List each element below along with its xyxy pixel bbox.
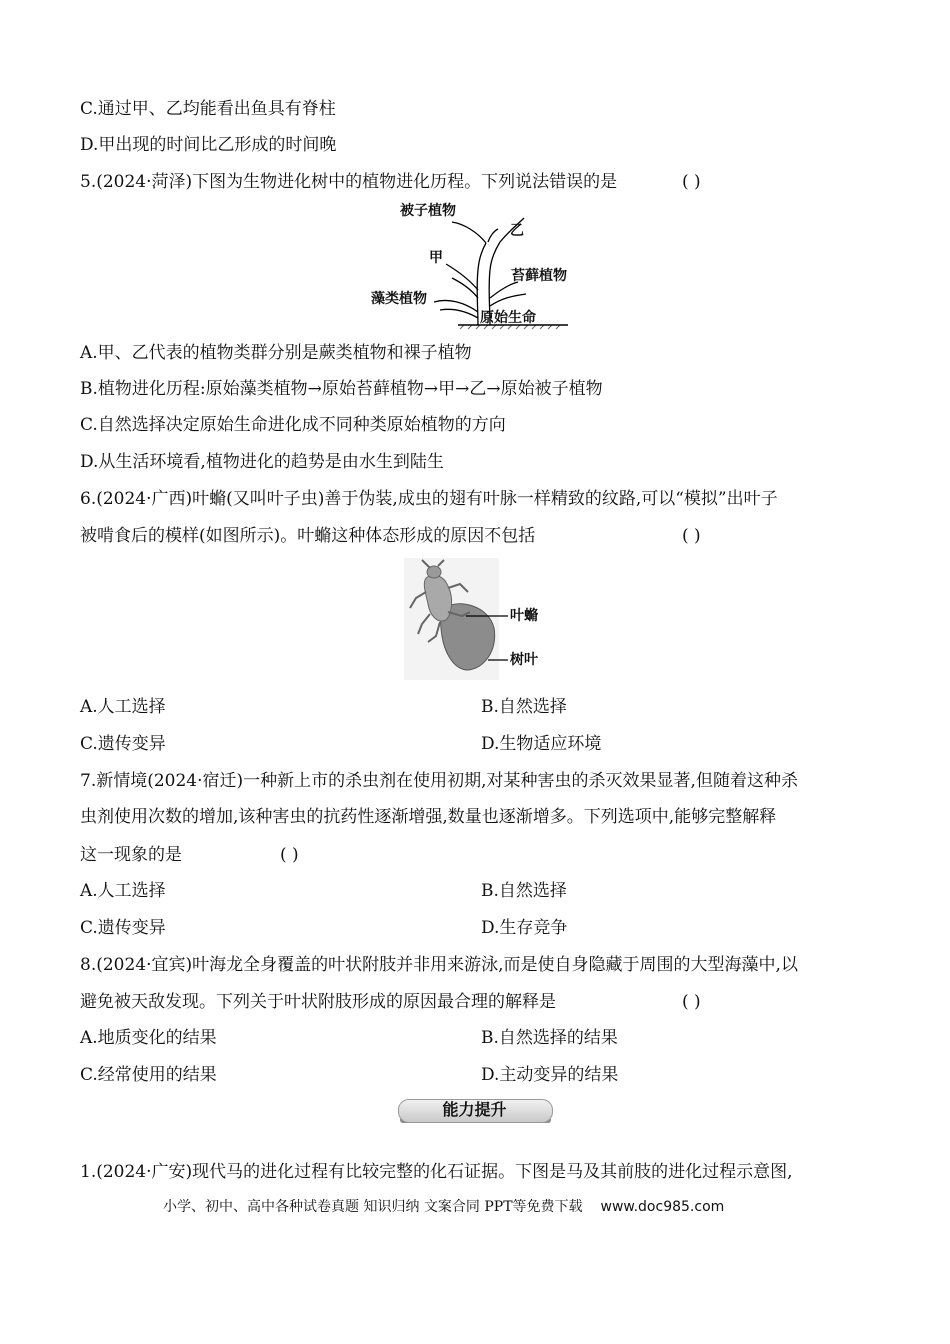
q6-option-b: B.自然选择: [481, 697, 567, 717]
q7-option-b: B.自然选择: [481, 881, 567, 901]
q7-option-a: A.人工选择: [80, 881, 166, 901]
leaf-insect-figure: [404, 558, 564, 680]
section-title-text: 能力提升: [442, 1100, 507, 1119]
q6-option-a: A.人工选择: [80, 697, 166, 717]
q5-option-c: C.自然选择决定原始生命进化成不同种类原始植物的方向: [80, 415, 506, 435]
q7-option-d: D.生存竞争: [481, 918, 568, 938]
tree-label-yi: 乙: [510, 223, 524, 239]
q6-stem-line2: 被啃食后的模样(如图所示)。叶䗛这种体态形成的原因不包括: [80, 526, 536, 546]
label-leaf: 树叶: [510, 652, 538, 668]
section-title-banner: [398, 1099, 551, 1125]
q5-answer-paren: ( ): [682, 172, 701, 192]
q8-option-d: D.主动变异的结果: [481, 1065, 619, 1085]
q5-option-a: A.甲、乙代表的植物类群分别是蕨类植物和裸子植物: [80, 343, 472, 363]
q4-option-c: C.通过甲、乙均能看出鱼具有脊柱: [80, 99, 336, 119]
q8-stem-line2: 避免被天敌发现。下列关于叶状附肢形成的原因最合理的解释是: [80, 992, 556, 1012]
q8-option-a: A.地质变化的结果: [80, 1028, 217, 1048]
q7-stem-line1: 7.新情境(2024·宿迁)一种新上市的杀虫剂在使用初期,对某种害虫的杀灭效果显著,但随着这种杀: [80, 771, 798, 791]
q7-answer-paren: ( ): [280, 845, 299, 865]
q6-answer-paren: ( ): [682, 526, 701, 546]
q8-answer-paren: ( ): [682, 992, 701, 1012]
footer-text: 小学、初中、高中各种试卷真题 知识归纳 文案合同 PPT等免费下载: [163, 1199, 583, 1215]
q6-option-d: D.生物适应环境: [481, 734, 602, 754]
q4-option-d: D.甲出现的时间比乙形成的时间晚: [80, 135, 337, 155]
q8-option-b: B.自然选择的结果: [481, 1028, 618, 1048]
q8-stem-line1: 8.(2024·宜宾)叶海龙全身覆盖的叶状附肢并非用来游泳,而是使自身隐藏于周围的大型海藻中,以: [80, 955, 798, 975]
page-footer: [163, 1197, 724, 1217]
tree-label-angiosperm: 被子植物: [400, 203, 456, 219]
q8-option-c: C.经常使用的结果: [80, 1065, 217, 1085]
q6-stem-line1: 6.(2024·广西)叶䗛(又叫叶子虫)善于伪装,成虫的翅有叶脉一样精致的纹路,可以“模拟”出叶子: [80, 489, 778, 509]
q6-option-c: C.遗传变异: [80, 734, 166, 754]
label-leaf-insect: 叶䗛: [510, 608, 538, 624]
q7-stem-line3: 这一现象的是: [80, 845, 182, 865]
q5-option-d: D.从生活环境看,植物进化的趋势是由水生到陆生: [80, 452, 444, 472]
tree-label-algae: 藻类植物: [371, 291, 427, 307]
tree-label-moss: 苔藓植物: [511, 268, 567, 284]
leaf-insect-photo-svg: [404, 558, 564, 680]
q5-stem: 5.(2024·菏泽)下图为生物进化树中的植物进化历程。下列说法错误的是: [80, 172, 618, 192]
tree-diagram-svg: [360, 198, 590, 333]
tree-label-jia: 甲: [429, 250, 443, 266]
tree-label-origin: 原始生命: [480, 310, 536, 326]
footer-url[interactable]: www.doc985.com: [600, 1199, 725, 1215]
capability-q1-stem: 1.(2024·广安)现代马的进化过程有比较完整的化石证据。下图是马及其前肢的进化过程示意图,: [80, 1162, 793, 1182]
plant-evolution-tree-figure: [360, 198, 590, 333]
q7-stem-line2: 虫剂使用次数的增加,该种害虫的抗药性逐渐增强,数量也逐渐增多。下列选项中,能够完整解释: [80, 807, 777, 827]
q7-option-c: C.遗传变异: [80, 918, 166, 938]
q5-option-b: B.植物进化历程:原始藻类植物→原始苔藓植物→甲→乙→原始被子植物: [80, 379, 603, 399]
